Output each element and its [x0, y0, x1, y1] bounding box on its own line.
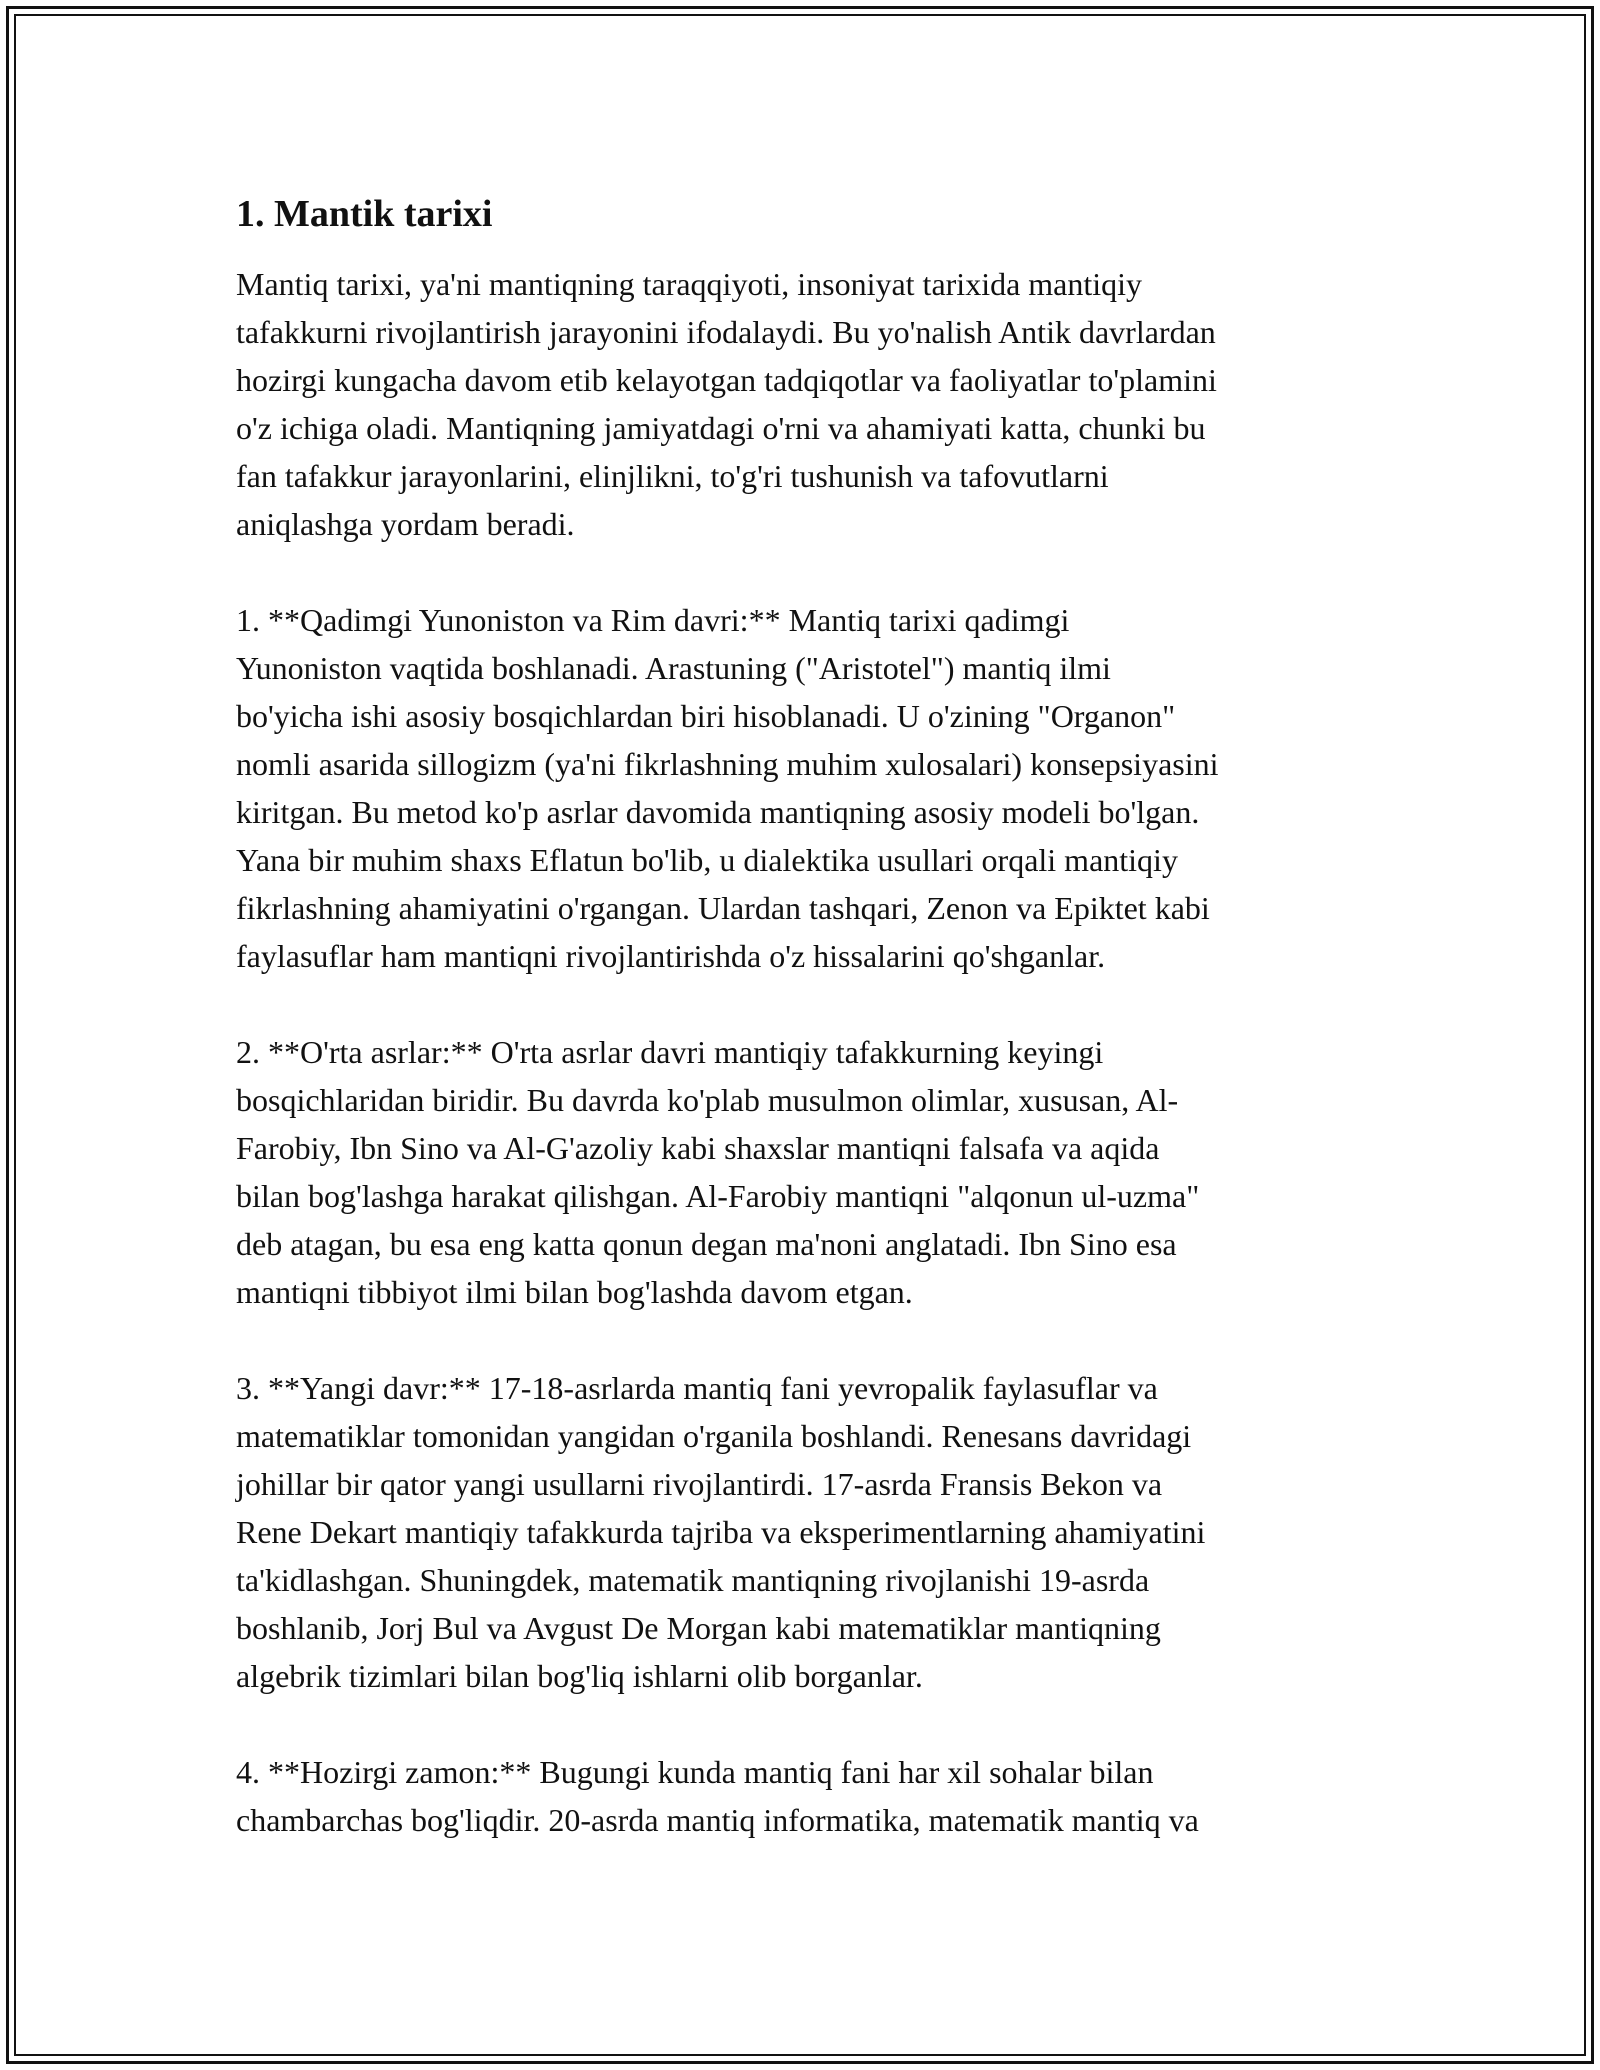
paragraph-spacer	[236, 980, 1376, 1028]
section-heading: 1. Mantik tarixi	[236, 193, 493, 235]
document-body	[236, 186, 1376, 1844]
paragraph-spacer	[236, 1316, 1376, 1364]
intro-paragraph: Mantiq tarixi, ya'ni mantiqning taraqqiyoti, insoniyat tarixida mantiqiy tafakkurni rivojlantirish jarayonini ifodalaydi. Bu yo'nalish Antik davrlardan hozirgi kungacha davom etib kelayotgan tadqiqotlar va faoliyatlar to'plamini o'z ichiga oladi. Mantiqning jamiyatdagi o'rni va ahamiyati katta, chunki bu fan tafakkur jarayonlarini, elinjlikni, to'g'ri tushunish va tafovutlarni aniqlashga yordam beradi.	[236, 266, 1217, 542]
paragraph-spacer	[236, 1700, 1376, 1748]
list-item-middle-ages: 2. **O'rta asrlar:** O'rta asrlar davri mantiqiy tafakkurning keyingi bosqichlaridan biridir. Bu davrda ko'plab musulmon olimlar, xususan, Al- Farobiy, Ibn Sino va Al-G'azoliy kabi shaxslar mantiqni falsafa va aqida bilan bog'lashga harakat qilishgan. Al-Farobiy mantiqni "alqonun ul-uzma" deb atagan, bu esa eng katta qonun degan ma'noni anglatadi. Ibn Sino esa mantiqni tibbiyot ilmi bilan bog'lashda davom etgan.	[236, 1034, 1200, 1310]
list-item-ancient-period: 1. **Qadimgi Yunoniston va Rim davri:** Mantiq tarixi qadimgi Yunoniston vaqtida boshlanadi. Arastuning ("Aristotel") mantiq ilmi bo'yicha ishi asosiy bosqichlardan biri hisoblanadi. U o'zining "Organon" nomli asarida sillogizm (ya'ni fikrlashning muhim xulosalari) konsepsiyasini kiritgan. Bu metod ko'p asrlar davomida mantiqning asosiy modeli bo'lgan. Yana bir muhim shaxs Eflatun bo'lib, u dialektika usullari orqali mantiqiy fikrlashning ahamiyatini o'rgangan. Ulardan tashqari, Zenon va Epiktet kabi faylasuflar ham mantiqni rivojlantirishda o'z hissalarini qo'shganlar.	[236, 602, 1219, 974]
list-item-new-era: 3. **Yangi davr:** 17-18-asrlarda mantiq fani yevropalik faylasuflar va matematiklar tomonidan yangidan o'rganila boshlandi. Renesans davridagi johillar bir qator yangi usullarni rivojlantirdi. 17-asrda Fransis Bekon va Rene Dekart mantiqiy tafakkurda tajriba va eksperimentlarning ahamiyatini ta'kidlashgan. Shuningdek, matematik mantiqning rivojlanishi 19-asrda boshlanib, Jorj Bul va Avgust De Morgan kabi matematiklar mantiqning algebrik tizimlari bilan bog'liq ishlarni olib borganlar.	[236, 1370, 1206, 1694]
paragraph-spacer	[236, 548, 1376, 596]
list-item-modern-era: 4. **Hozirgi zamon:** Bugungi kunda mantiq fani har xil sohalar bilan chambarchas bog'liqdir. 20-asrda mantiq informatika, matematik mantiq va	[236, 1754, 1199, 1838]
